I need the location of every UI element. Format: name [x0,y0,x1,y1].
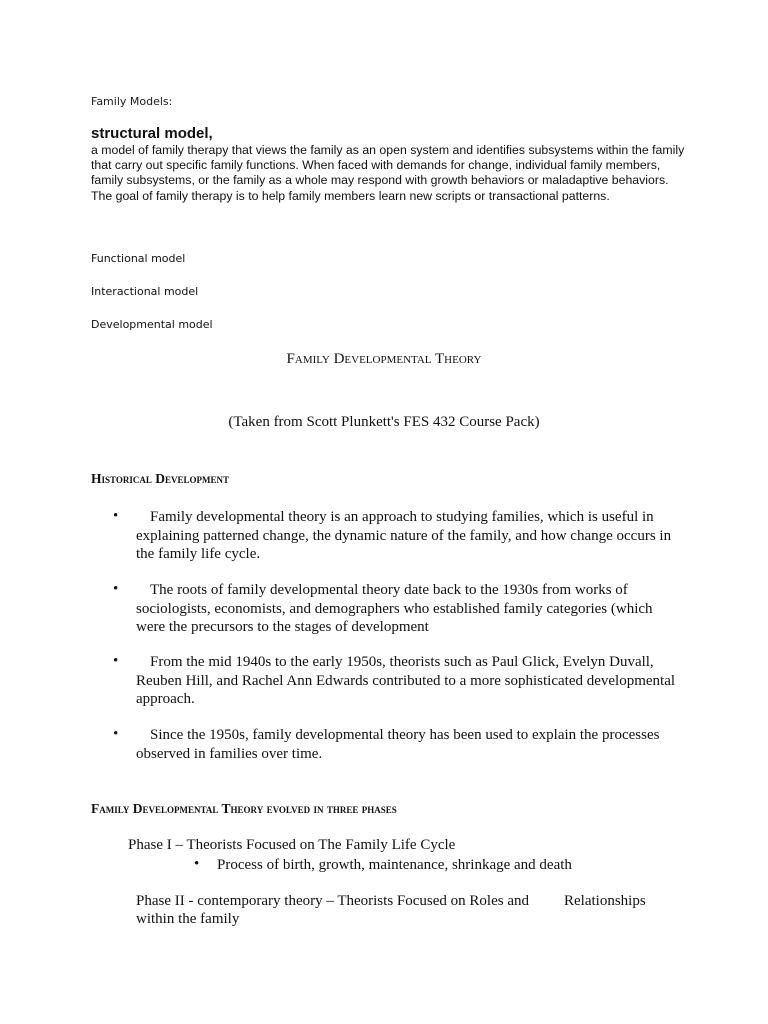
phase2-label-end: Relationships [564,893,646,909]
bullet-icon: • [113,581,119,597]
history-bullet-3: From the mid 1940s to the early 1950s, theorists such as Paul Glick, Evelyn Duvall, Reuben Hill, and Rachel Ann Edwards contributed to a more sophisticated developmental approach. [136,654,676,707]
phase2-label-start: Phase II - contemporary theory – Theorists Focused on Roles and [136,893,529,909]
bullet-icon: • [113,653,119,669]
historical-heading: Historical Development [91,471,229,486]
bullet-icon: • [113,508,119,524]
phase1-bullet: Process of birth, growth, maintenance, shrinkage and death [217,857,572,873]
developmental-model-label: Developmental model [91,318,213,331]
history-bullet-1: Family developmental theory is an approach to studying families, which is useful in explaining patterned change, the dynamic nature of the family, and how change occurs in the family life cycle. [136,509,672,562]
phases-heading: Family Developmental Theory evolved in three phases [91,801,397,816]
theory-source: (Taken from Scott Plunkett's FES 432 Course Pack) [228,414,540,430]
theory-title: Family Developmental Theory [286,351,482,367]
phase1-label: Phase I – Theorists Focused on The Family Life Cycle [128,837,456,853]
history-bullet-4: Since the 1950s, family developmental theory has been used to explain the processes observed in families over time. [136,727,660,762]
history-bullet-2: The roots of family developmental theory date back to the 1930s from works of sociologists, economists, and demographers who established family categories (which were the precursors to the stages of development [136,582,653,635]
phase2-label-cont: within the family [136,911,240,927]
structural-model-title: structural model, [91,125,213,142]
functional-model-label: Functional model [91,252,186,265]
interactional-model-label: Interactional model [91,285,199,298]
bullet-icon: • [194,856,200,872]
bullet-icon: • [113,726,119,742]
family-models-heading: Family Models: [91,95,173,108]
structural-model-definition: a model of family therapy that views the family as an open system and identifies subsystems within the family that carry out specific family functions. When faced with demands for change, individual family members, family subsystems, or the family as a whole may respond with growth behaviors or maladaptive behaviors. The goal of family therapy is to help family members learn new scripts or transactional patterns. [91,143,685,203]
